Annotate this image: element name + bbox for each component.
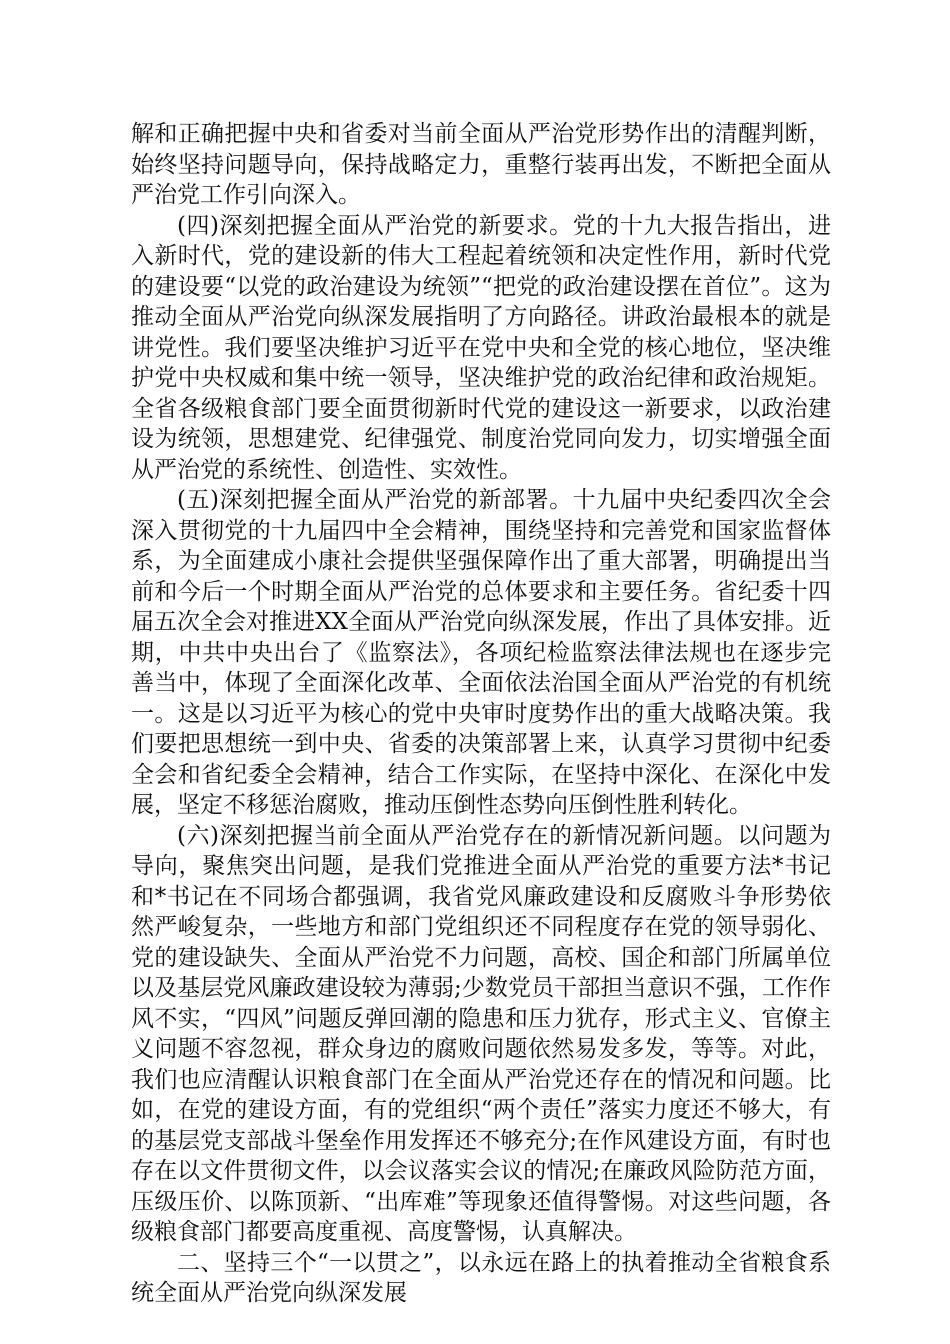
paragraph-continuation: 解和正确把握中央和省委对当前全面从严治党形势作出的清醒判断，始终坚持问题导向，保持战略定力，重整行装再出发，不断把全面从严治党工作引向深入。 — [131, 121, 831, 208]
paragraph-section-five: (五)深刻把握全面从严治党的新部署。十九届中央纪委四次全会深入贯彻党的十九届四中全会精神，围绕坚持和完善党和国家监督体系，为全面建成小康社会提供坚强保障作出了重大部署，明确提出当前和今后一个时期全面从严治党的总体要求和主要任务。省纪委十四届五次全会对推进XX全面从严治党向纵深发展，作出了具体安排。近期，中共中央出台了《监察法》，各项纪检监察法律法规也在逐步完善当中，体现了全面深化改革、全面依法治国全面从严治党的有机统一。这是以习近平为核心的党中央审时度势作出的重大战略决策。我们要把思想统一到中央、省委的决策部署上来，认真学习贯彻中纪委全会和省纪委全会精神，结合工作实际，在坚持中深化、在深化中发展，坚定不移惩治腐败，推动压倒性态势向压倒性胜利转化。 — [131, 487, 831, 818]
paragraph-section-four: (四)深刻把握全面从严治党的新要求。党的十九大报告指出，进入新时代，党的建设新的伟大工程起着统领和决定性作用，新时代党的建设要“以党的政治建设为统领”“把党的政治建设摆在首位”。这为推动全面从严治党向纵深发展指明了方向路径。讲政治最根本的就是讲党性。我们要坚决维护习近平在党中央和全党的核心地位，坚决维护党中央权威和集中统一领导，坚决维护党的政治纪律和政治规矩。全省各级粮食部门要全面贯彻新时代党的建设这一新要求，以政治建设为统领，思想建党、纪律强党、制度治党同向发力，切实增强全面从严治党的系统性、创造性、实效性。 — [131, 212, 831, 483]
paragraph-section-six: (六)深刻把握当前全面从严治党存在的新情况新问题。以问题为导向，聚焦突出问题，是我们党推进全面从严治党的重要方法*书记和*书记在不同场合都强调，我省党风廉政建设和反腐败斗争形势依然严峻复杂，一些地方和部门党组织还不同程度存在党的领导弱化、党的建设缺失、全面从严治党不力问题，高校、国企和部门所属单位以及基层党风廉政建设较为薄弱;少数党员干部担当意识不强，工作作风不实，“四风”问题反弹回潮的隐患和压力犹存，形式主义、官僚主义问题不容忽视，群众身边的腐败问题依然易发多发，等等。对此，我们也应清醒认识粮食部门在全面从严治党还存在的情况和问题。比如，在党的建设方面，有的党组织“两个责任”落实力度还不够大，有的基层党支部战斗堡垒作用发挥还不够充分;在作风建设方面，有时也存在以文件贯彻文件，以会议落实会议的情况;在廉政风险防范方面，压级压价、以陈顶新、“出库难”等现象还值得警惕。对这些问题，各级粮食部门都要高度重视、高度警惕，认真解决。 — [131, 822, 831, 1245]
section-heading-two: 二、坚持三个“一以贯之”，以永远在路上的执着推动全省粮食系统全面从严治党向纵深发展 — [131, 1249, 831, 1306]
document-body — [131, 119, 831, 1309]
